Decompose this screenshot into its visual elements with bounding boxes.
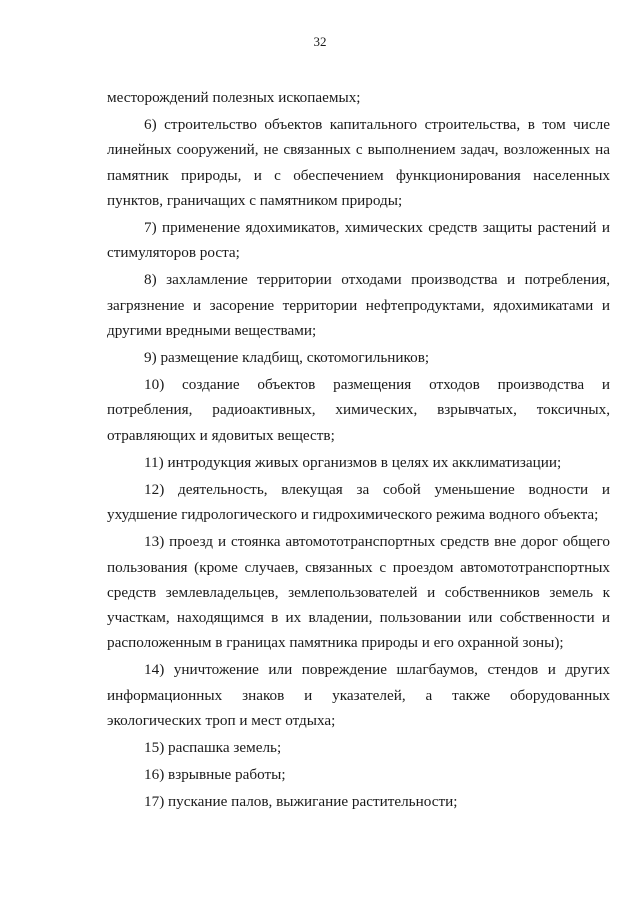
list-item-8: 8) захламление территории отходами производства и потребления, загрязнение и засорение территории нефтепродуктами, ядохимикатами и другими вредными веществами; <box>107 271 610 339</box>
list-item-16: 16) взрывные работы; <box>144 766 286 784</box>
document-body <box>107 85 610 815</box>
list-item-9: 9) размещение кладбищ, скотомогильников; <box>144 349 430 367</box>
paragraph-continuation: месторождений полезных ископаемых; <box>107 89 361 106</box>
list-item-14: 14) уничтожение или повреждение шлагбаумов, стендов и других информационных знаков и указателей, а также оборудованных экологических троп и мест отдыха; <box>107 661 610 729</box>
page-number: 32 <box>313 34 327 49</box>
list-item-12: 12) деятельность, влекущая за собой уменьшение водности и ухудшение гидрологического и гидрохимического режима водного объекта; <box>107 481 610 524</box>
list-item-6: 6) строительство объектов капитального строительства, в том числе линейных сооружений, не связанных с выполнением задач, возложенных на памятник природы, и с обеспечением функционирования населенных пунктов, граничащих с памятником природы; <box>107 116 610 209</box>
list-item-11: 11) интродукция живых организмов в целях их акклиматизации; <box>144 453 562 471</box>
list-item-17: 17) пускание палов, выжигание растительности; <box>144 793 458 811</box>
list-item-13: 13) проезд и стоянка автомототранспортных средств вне дорог общего пользования (кроме случаев, связанных с проездом автомототранспортных средств землевладельцев, землепользователей и собственников земель к участкам, находящимся в их владении, пользовании или собственности и расположенным в границах памятника природы и его охранной зоны); <box>107 533 610 652</box>
list-item-10: 10) создание объектов размещения отходов производства и потребления, радиоактивных, химических, взрывчатых, токсичных, отравляющих и ядовитых веществ; <box>107 376 610 444</box>
list-item-7: 7) применение ядохимикатов, химических средств защиты растений и стимуляторов роста; <box>107 219 610 262</box>
list-item-15: 15) распашка земель; <box>144 739 282 757</box>
